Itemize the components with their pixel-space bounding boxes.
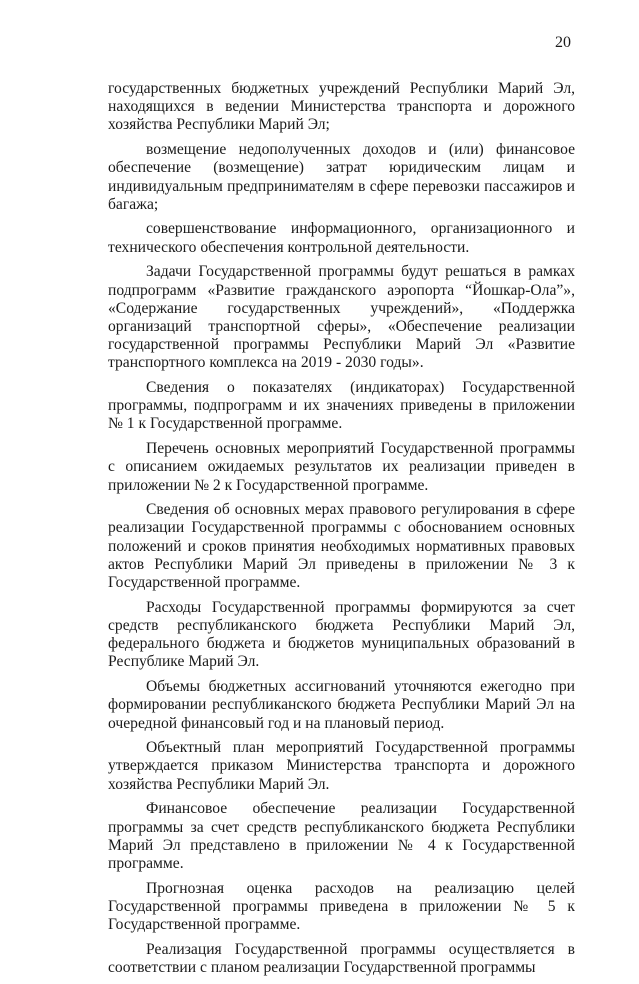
- page-number: 20: [555, 34, 571, 51]
- paragraph-13: Реализация Государственной программы осуществляется в соответствии с планом реализации Государственной программы: [108, 940, 575, 976]
- paragraph-7: Сведения об основных мерах правового регулирования в сфере реализации Государственной программы с обоснованием основных положений и сроков принятия необходимых нормативных правовых актов Республики Марий Эл приведены в приложении № 3 к Государственной программе.: [108, 501, 575, 592]
- paragraph-1: государственных бюджетных учреждений Республики Марий Эл, находящихся в ведении Министерства транспорта и дорожного хозяйства Республики Марий Эл;: [108, 80, 575, 134]
- paragraph-10: Объектный план мероприятий Государственной программы утверждается приказом Министерства транспорта и дорожного хозяйства Республики Марий Эл.: [108, 739, 575, 793]
- paragraph-9: Объемы бюджетных ассигнований уточняются ежегодно при формировании республиканского бюджета Республики Марий Эл на очередной финансовый год и на плановый период.: [108, 678, 575, 732]
- paragraph-4: Задачи Государственной программы будут решаться в рамках подпрограмм «Развитие гражданского аэропорта “Йошкар-Ола”», «Содержание государственных учреждений», «Поддержка организаций транспортной сферы», «Обеспечение реализации государственной программы Республики Марий Эл «Развитие транспортного комплекса на 2019 - 2030 годы».: [108, 263, 575, 372]
- paragraph-6: Перечень основных мероприятий Государственной программы с описанием ожидаемых результатов их реализации приведен в приложении № 2 к Государственной программе.: [108, 440, 575, 494]
- paragraph-8: Расходы Государственной программы формируются за счет средств республиканского бюджета Республики Марий Эл, федерального бюджета и бюджетов муниципальных образований в Республике Марий Эл.: [108, 598, 575, 671]
- paragraph-11: Финансовое обеспечение реализации Государственной программы за счет средств республиканского бюджета Республики Марий Эл представлено в приложении № 4 к Государственной программе.: [108, 800, 575, 872]
- document-body: [108, 80, 575, 984]
- paragraph-5: Сведения о показателях (индикаторах) Государственной программы, подпрограмм и их значениях приведены в приложении № 1 к Государственной программе.: [108, 379, 575, 433]
- paragraph-3: совершенствование информационного, организационного и технического обеспечения контрольной деятельности.: [108, 220, 575, 256]
- paragraph-12: Прогнозная оценка расходов на реализацию целей Государственной программы приведена в приложении № 5 к Государственной программе.: [108, 879, 575, 934]
- paragraph-2: возмещение недополученных доходов и (или) финансовое обеспечение (возмещение) затрат юридическим лицам и индивидуальным предпринимателям в сфере перевозки пассажиров и багажа;: [108, 141, 575, 213]
